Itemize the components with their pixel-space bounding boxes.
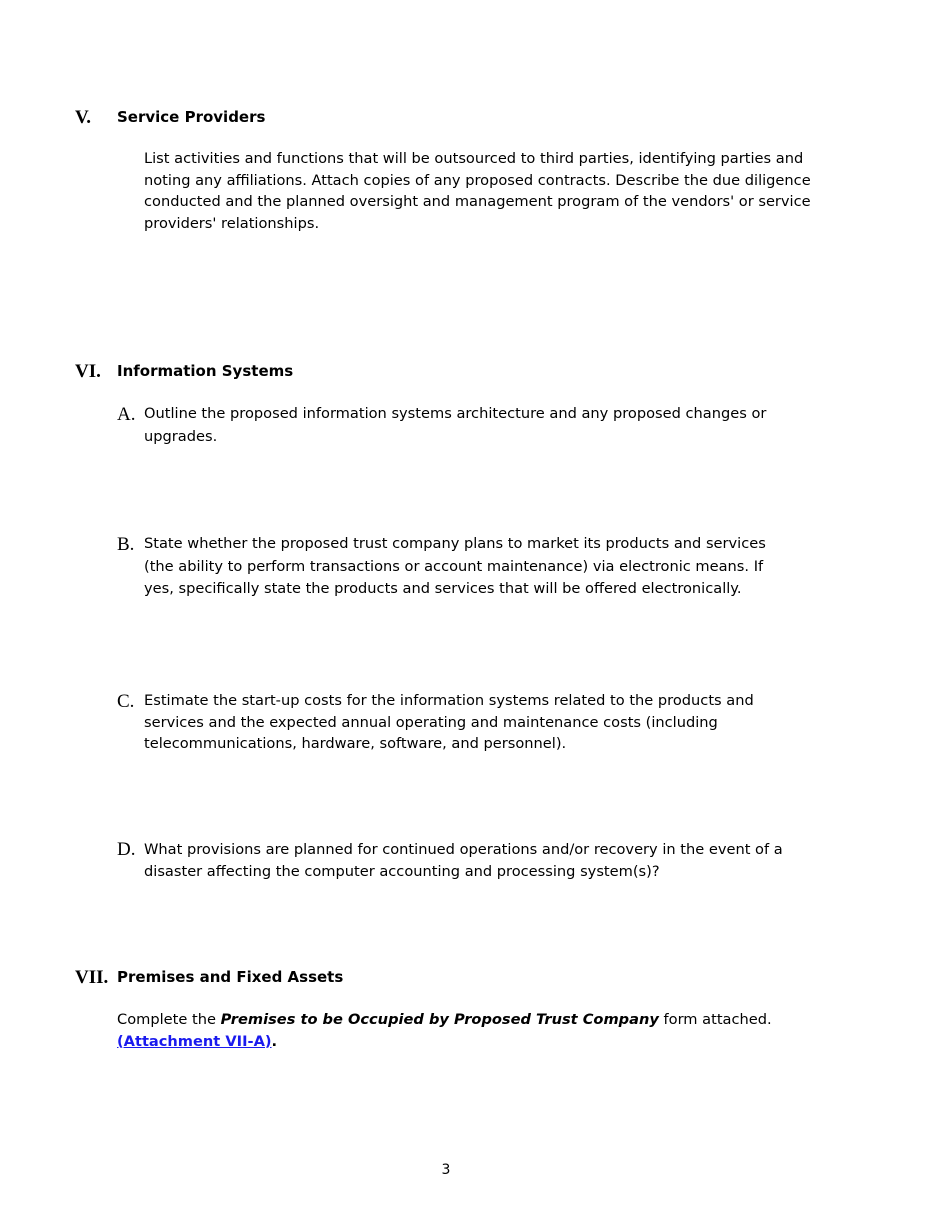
section-vi-title: Information Systems <box>117 362 294 380</box>
item-b-text: State whether the proposed trust company plans to market its products and services (the ability to perform transactions or account maintenance) via electronic means. If yes, specifically state the products and services that will be offered electronically. <box>144 535 766 597</box>
page-number: 3 <box>441 1162 451 1178</box>
section-vii-title: Premises and Fixed Assets <box>117 968 344 986</box>
item-a-letter: A. <box>117 404 136 425</box>
section-vii-body-middle: form attached. <box>658 1011 772 1028</box>
section-v-body: List activities and functions that will be outsourced to third parties, identifying parties and noting any affiliations. Attach copies of any proposed contracts. Describe the due diligence conducted and the planned oversight and management program of the vendors' or service providers' relationships. <box>144 150 811 232</box>
item-c-letter: C. <box>117 691 135 712</box>
section-vii-body <box>117 1009 837 1052</box>
section-vii-body-suffix: . <box>271 1032 278 1050</box>
attachment-vii-a-link[interactable]: (Attachment VII-A) <box>117 1032 272 1050</box>
section-vi-numeral: VI. <box>75 361 101 382</box>
item-c-text: Estimate the start-up costs for the information systems related to the products and services and the expected annual operating and maintenance costs (including telecommunications, hardware, software, and personnel). <box>144 692 754 752</box>
section-vii-numeral: VII. <box>75 967 109 988</box>
item-d-letter: D. <box>117 839 136 860</box>
item-d-text: What provisions are planned for continued operations and/or recovery in the event of a disaster affecting the computer accounting and processing system(s)? <box>144 841 783 880</box>
item-b-letter: B. <box>117 534 135 555</box>
section-v-title: Service Providers <box>117 108 266 126</box>
section-v-numeral: V. <box>75 107 92 128</box>
section-vii-body-prefix: Complete the <box>117 1011 221 1028</box>
premises-form-name: Premises to be Occupied by Proposed Trust Company <box>220 1011 659 1028</box>
item-a-text: Outline the proposed information systems architecture and any proposed changes or upgrades. <box>144 405 767 445</box>
